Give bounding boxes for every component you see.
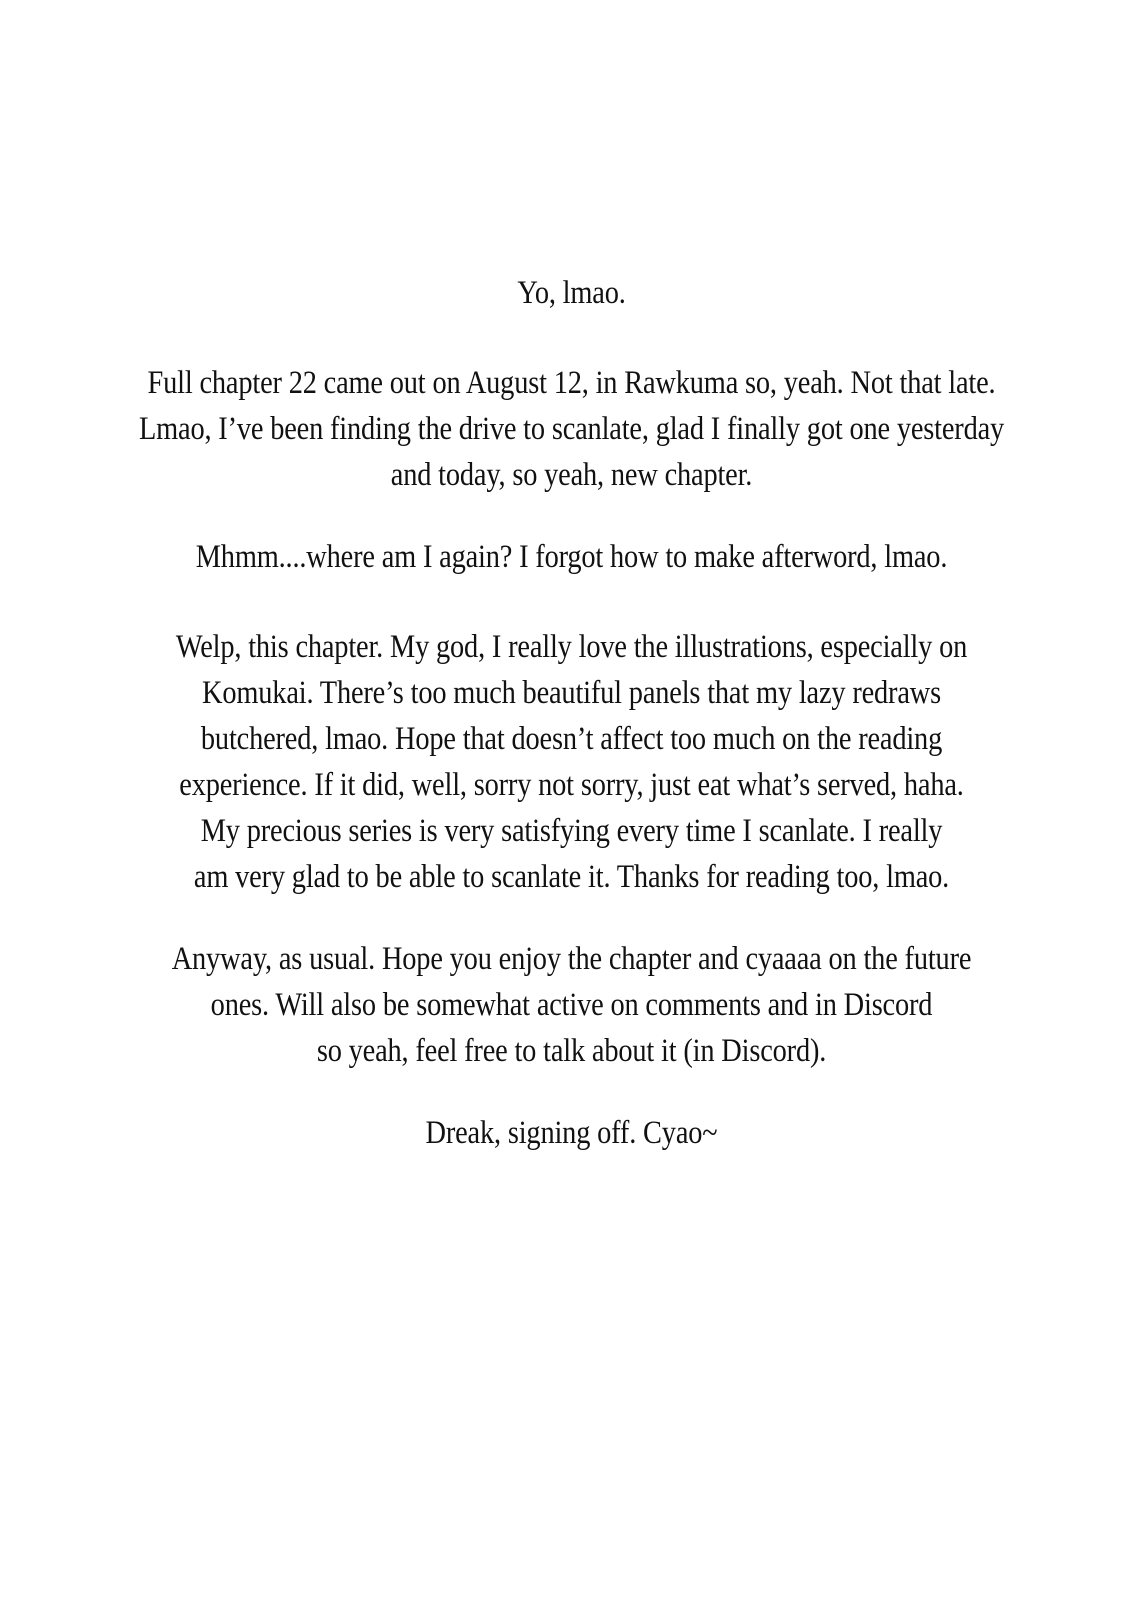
- text-line: experience. If it did, well, sorry not sorry, just eat what’s served, haha.: [179, 767, 964, 803]
- release-paragraph: [114, 360, 1028, 498]
- text-line: Welp, this chapter. My god, I really love the illustrations, especially on: [175, 629, 968, 665]
- text-line: butchered, lmao. Hope that doesn’t affect too much on the reading: [200, 721, 943, 757]
- text-line: am very glad to be able to scanlate it. Thanks for reading too, lmao.: [193, 859, 950, 895]
- text-line: Yo, lmao.: [517, 275, 626, 311]
- text-line: ones. Will also be somewhat active on comments and in Discord: [210, 987, 933, 1023]
- greeting-paragraph: [114, 270, 1028, 316]
- closing-paragraph: [114, 936, 1028, 1074]
- text-line: Lmao, I’ve been finding the drive to scanlate, glad I finally got one yesterday: [138, 411, 1005, 447]
- text-line: Full chapter 22 came out on August 12, in Rawkuma so, yeah. Not that late.: [147, 365, 996, 401]
- text-line: Mhmm....where am I again? I forgot how to make afterword, lmao.: [195, 539, 948, 575]
- text-line: and today, so yeah, new chapter.: [390, 457, 753, 493]
- text-line: so yeah, feel free to talk about it (in Discord).: [316, 1033, 827, 1069]
- chapter-paragraph: [114, 624, 1028, 900]
- forgot-paragraph: [114, 534, 1028, 580]
- signoff-paragraph: [114, 1110, 1028, 1156]
- text-line: Dreak, signing off. Cyao~: [425, 1115, 718, 1151]
- text-line: Komukai. There’s too much beautiful panels that my lazy redraws: [202, 675, 941, 711]
- text-line: My precious series is very satisfying every time I scanlate. I really: [200, 813, 943, 849]
- text-line: Anyway, as usual. Hope you enjoy the chapter and cyaaaa on the future: [171, 941, 972, 977]
